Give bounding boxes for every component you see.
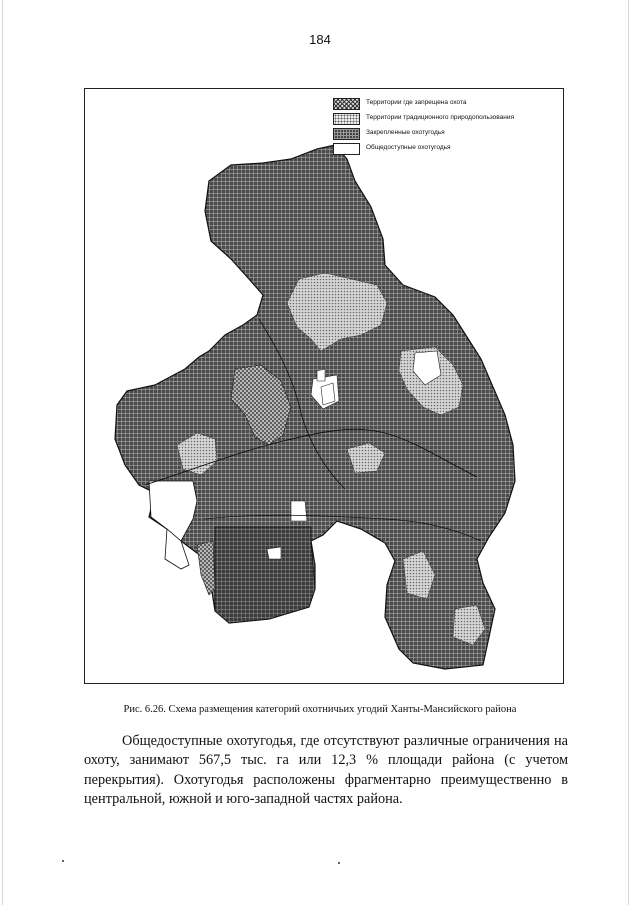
legend-label: Территории традиционного природопользования	[366, 114, 515, 122]
district-map	[85, 89, 563, 683]
scan-speck	[338, 862, 340, 864]
page-number: 184	[309, 32, 331, 47]
public-area-south	[291, 501, 307, 521]
forbidden-area-southwest	[197, 541, 215, 595]
legend-label: Общедоступные охотугодья	[366, 144, 451, 152]
figure-caption: Рис. 6.26. Схема размещения категорий охотничьих угодий Ханты-Мансийского района	[123, 704, 517, 715]
legend-item-forbidden	[333, 96, 514, 111]
legend-label: Территории где запрещена охота	[366, 99, 467, 107]
public-area-small-2	[267, 547, 281, 559]
scan-speck	[62, 860, 64, 862]
map-legend	[333, 96, 514, 156]
legend-swatch-public	[333, 143, 360, 155]
legend-item-traditional	[333, 111, 514, 126]
scan-edge-right	[628, 0, 629, 905]
legend-swatch-traditional	[333, 113, 360, 125]
legend-swatch-forbidden	[333, 98, 360, 110]
public-area-centre	[321, 383, 335, 405]
legend-swatch-assigned	[333, 128, 360, 140]
legend-item-public	[333, 141, 514, 156]
legend-item-assigned	[333, 126, 514, 141]
public-area-small-1	[317, 369, 325, 381]
south-west-block	[215, 527, 315, 623]
legend-label: Закрепленные охотугодья	[366, 129, 445, 137]
scan-edge-left	[2, 0, 3, 905]
map-figure	[84, 88, 564, 684]
body-paragraph: Общедоступные охотугодья, где отсутствуют различные ограничения на охоту, занимают 567,5 тыс. га или 12,3 % площади района (с учетом перекрытия). Охотугодья расположены фрагментарно преимущественно в центральной, южной и юго-западной частях района.	[84, 733, 568, 807]
